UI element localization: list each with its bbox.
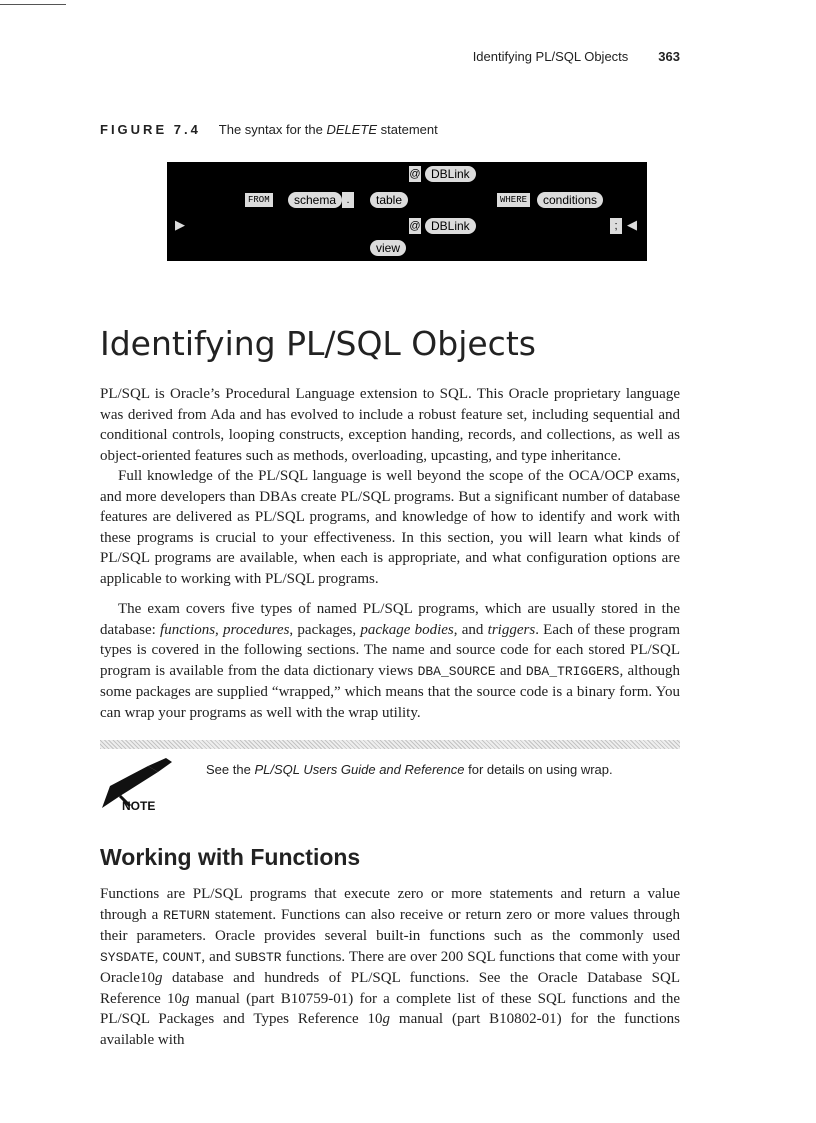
section-paragraph-1: PL/SQL is Oracle’s Procedural Language extension to SQL. This Oracle proprietary language was derived from Ada and has evolved to include a robust feature set, including sequential and conditional controls, looping constructs, exception handing, records, and collections, as well as object-oriented features such as methods, overloading, upcasting, and type inheritance. xyxy=(100,386,680,464)
note-hatched-bar xyxy=(100,740,680,749)
dot-node: . xyxy=(342,192,354,208)
running-header xyxy=(473,49,680,64)
conditions-node: conditions xyxy=(537,192,603,208)
section-paragraph-2: Full knowledge of the PL/SQL language is well beyond the scope of the OCA/OCP exams, and more developers than DBAs create PL/SQL programs. But a significant number of database features are delivered as PL/SQL programs, and knowledge of how to identify and work with these programs is crucial to your effectiveness. In this section, you will learn what kinds of PL/SQL programs are available, when each is appropriate, and what configuration options are applicable to working with PL/SQL programs. xyxy=(100,468,680,587)
subsection-paragraph-1: Functions are PL/SQL programs that execute zero or more statements and return a value through a RETURN statement. Functions can also receive or return zero or more values through their parameters. Oracle provides several built-in functions such as the commonly used SYSDATE, COUNT, and SUBSTR functions. There are over 200 SQL functions that come with your Oracle10g database and hundreds of PL/SQL functions. See the Oracle Database SQL Reference 10g manual (part B10759-01) for a complete list of these SQL functions and the PL/SQL Packages and Types Reference 10g manual (part B10802-01) for the functions available with xyxy=(100,886,681,1048)
syntax-diagram xyxy=(167,162,647,261)
subsection-title: Working with Functions xyxy=(100,844,361,870)
note-box xyxy=(100,740,680,816)
start-arrow-icon: ▶ xyxy=(175,217,185,232)
corner-rule xyxy=(0,4,66,5)
figure-label: FIGURE 7.4 xyxy=(100,122,201,137)
section-paragraph-3: The exam covers five types of named PL/SQL programs, which are usually stored in the database: functions, procedures, packages, package bodies, and triggers. Each of these program types is covered in the following sections. The name and source code for each stored PL/SQL program is available from the data dictionary views DBA_SOURCE and DBA_TRIGGERS, although some packages are supplied “wrapped,” which means that the source code is a binary form. You can wrap your programs as well with the wrap utility. xyxy=(100,601,681,721)
dblink-bottom: DBLink xyxy=(425,218,476,234)
note-pencil-icon xyxy=(100,758,180,814)
at-sign-bottom: @ xyxy=(409,220,421,232)
semicolon-node: ; xyxy=(610,218,622,234)
dblink-top: DBLink xyxy=(425,166,476,182)
running-title: Identifying PL/SQL Objects xyxy=(472,49,629,64)
where-keyword: WHERE xyxy=(497,193,530,207)
schema-node: schema xyxy=(288,192,342,208)
page-number: 363 xyxy=(658,49,680,64)
figure-caption: FIGURE 7.4 The syntax for the DELETE statement xyxy=(100,122,438,137)
table-node: table xyxy=(370,192,408,208)
view-node: view xyxy=(370,240,406,256)
from-keyword: FROM xyxy=(245,193,273,207)
note-label: NOTE xyxy=(122,799,156,813)
caption-keyword: DELETE xyxy=(326,122,378,137)
section-title: Identifying PL/SQL Objects xyxy=(100,324,536,363)
end-arrow-icon: ◀ xyxy=(627,217,637,232)
at-sign-top: @ xyxy=(409,168,421,180)
note-text: See the PL/SQL Users Guide and Reference for details on using wrap. xyxy=(206,762,613,777)
